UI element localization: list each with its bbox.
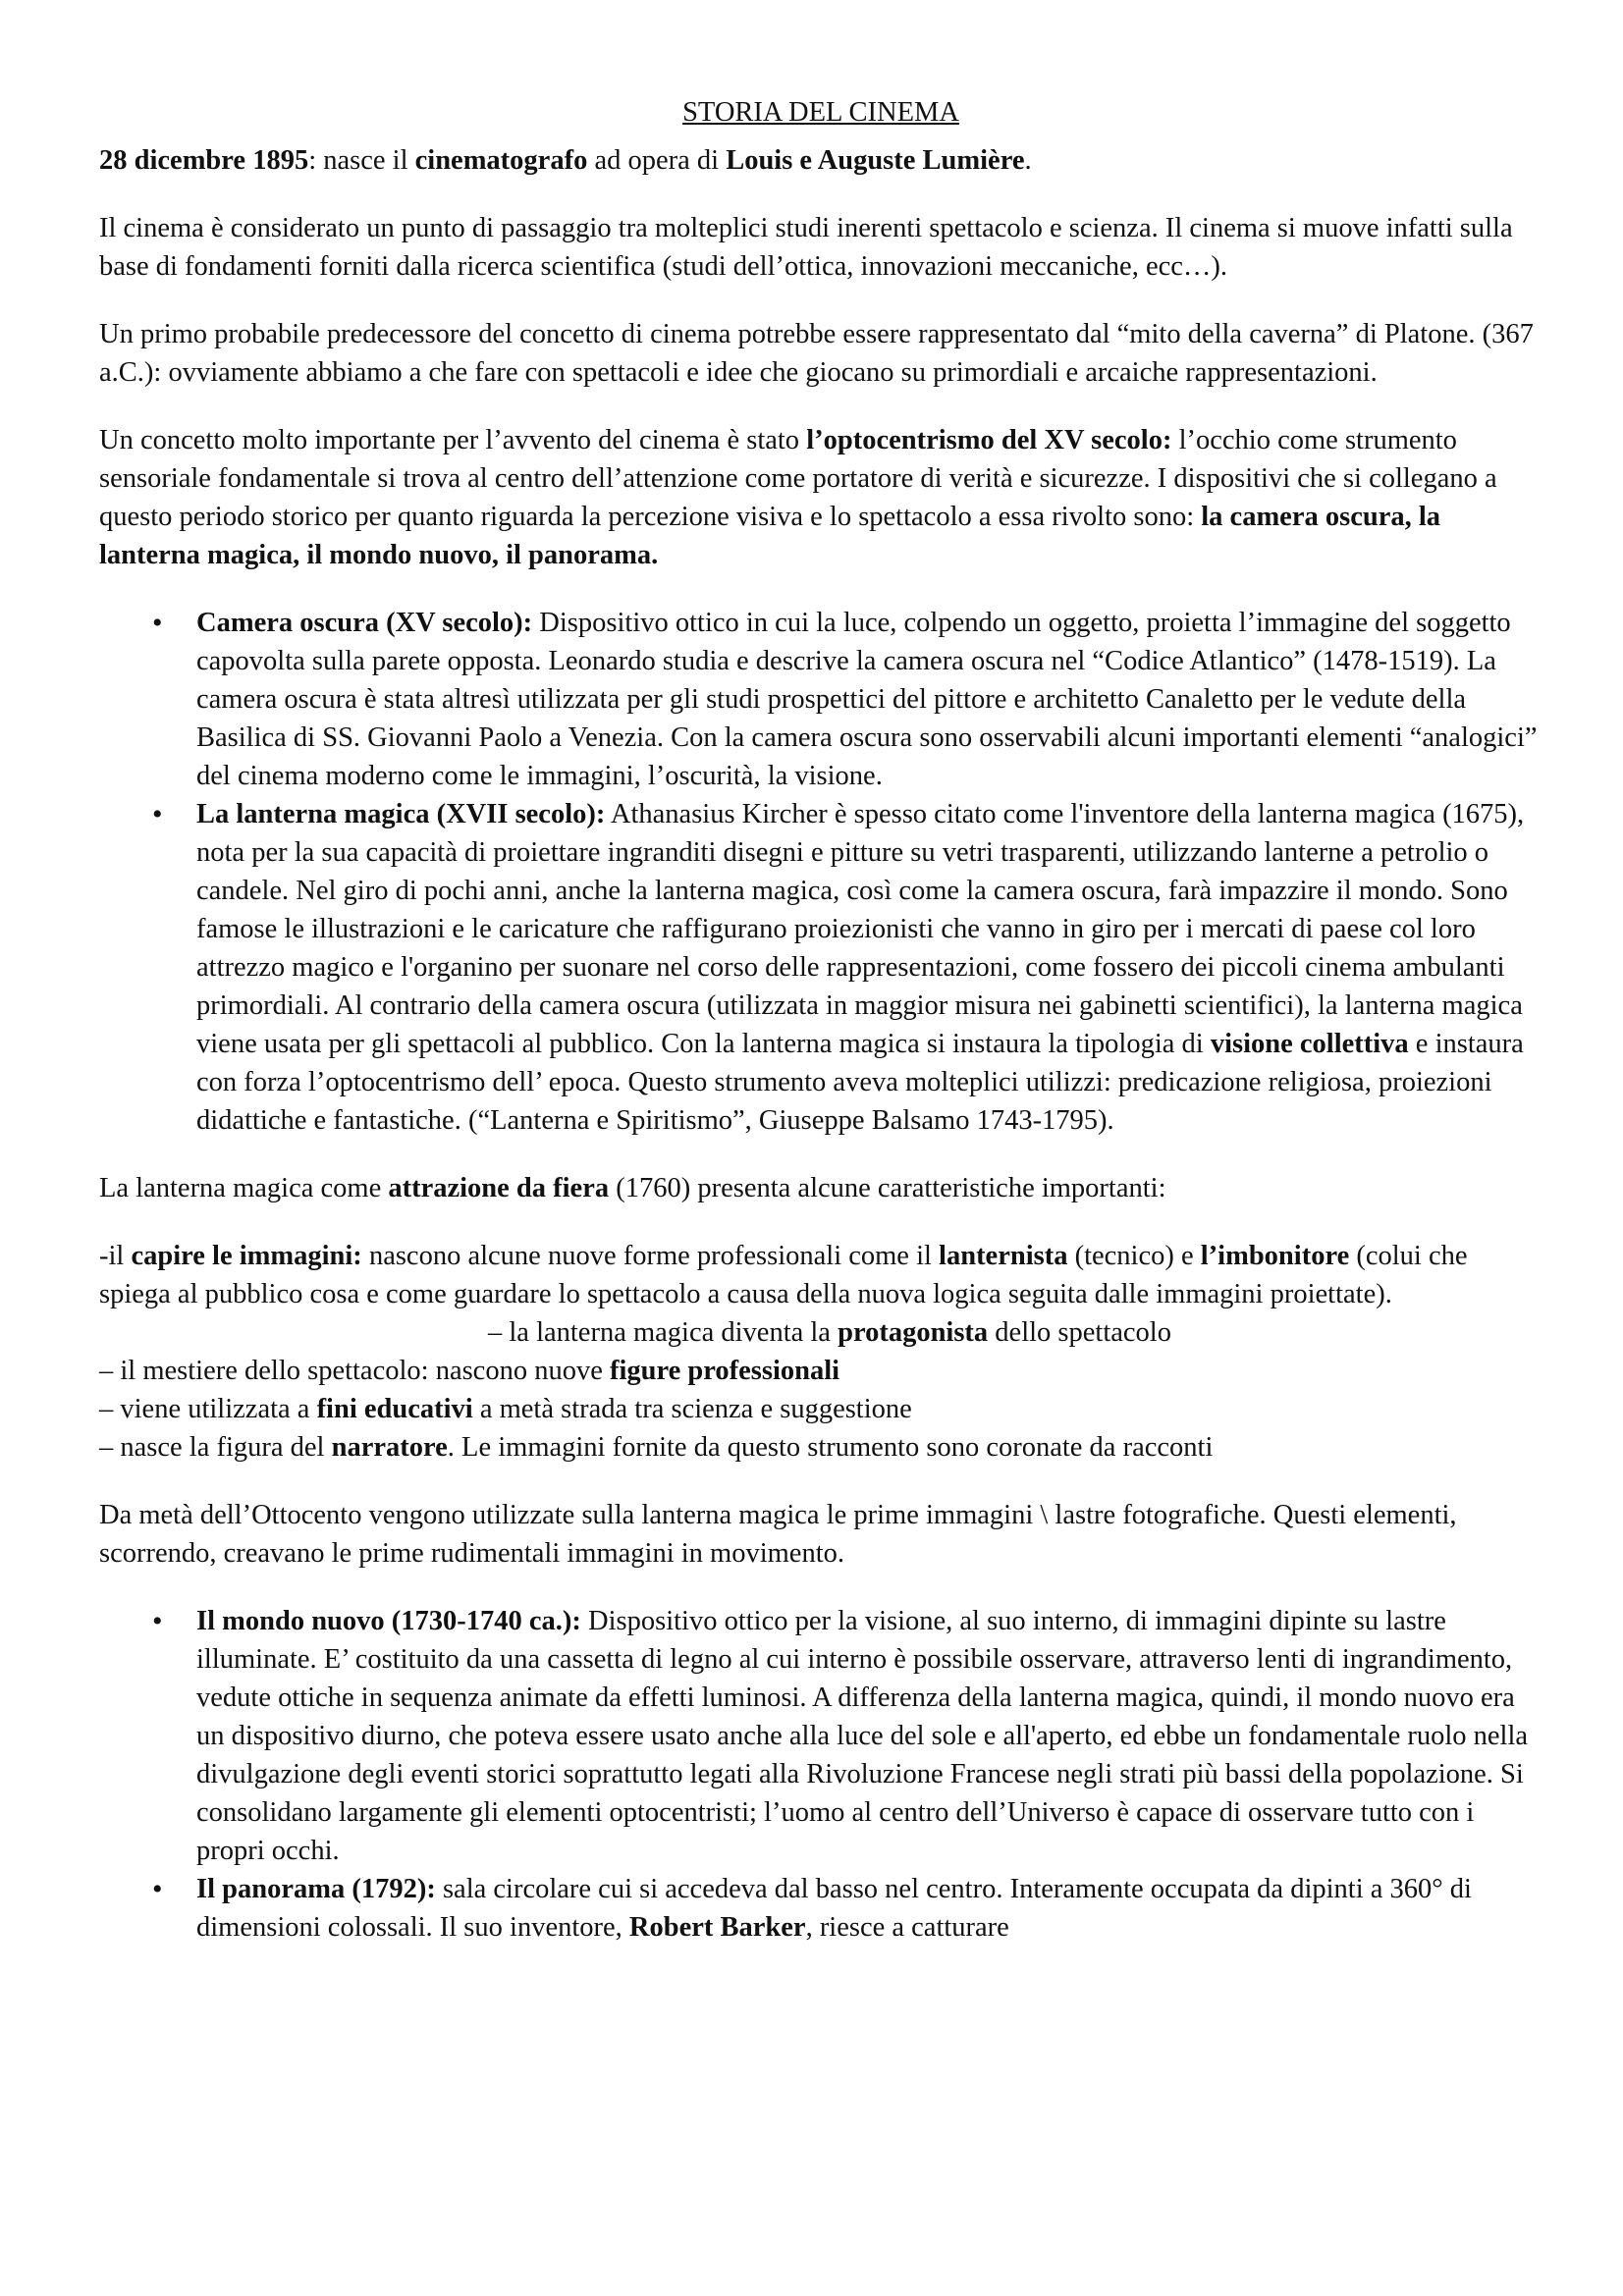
- features-list: [99, 1237, 1542, 1467]
- text-span: – il mestiere dello spettacolo: nascono nuove: [99, 1356, 610, 1386]
- list-item: [99, 795, 1542, 1140]
- date-bold: 28 dicembre 1895: [99, 145, 309, 176]
- text-span: – nasce la figura del: [99, 1432, 332, 1463]
- feature-line: [99, 1237, 1542, 1352]
- text-span: – viene utilizzata a: [99, 1394, 317, 1424]
- bullet-heading: Il mondo nuovo (1730-1740 ca.):: [196, 1606, 581, 1636]
- bullet-heading: La lanterna magica (XVII secolo):: [196, 799, 606, 829]
- bullet-text: e instaura con forza l’optocentrismo dell’ epoca. Questo strumento aveva molteplici utilizzi: predicazione religiosa, proiezioni didattiche e fantastiche. (“Lanterna e Spiritismo”, Giuseppe Balsamo 1743-1795).: [196, 1029, 1524, 1136]
- bold-term: protagonista: [838, 1317, 989, 1348]
- text-span: a metà strada tra scienza e suggestione: [472, 1394, 912, 1424]
- text-span: l’occhio come strumento sensoriale fondamentale si trova al centro dell’attenzione come portatore di verità e sicurezze. I dispositivi che si collegano a questo periodo storico per quanto riguarda la percezione visiva e lo spettacolo a essa rivolto sono:: [99, 425, 1497, 532]
- bold-term: cinematografo: [414, 145, 588, 176]
- text-span: ad opera di: [587, 145, 727, 176]
- document-page: [99, 93, 1542, 1976]
- bold-term: l’optocentrismo del XV secolo:: [806, 425, 1172, 455]
- text-span: (tecnico) e: [1067, 1241, 1201, 1271]
- list-item: [99, 1602, 1542, 1870]
- bold-term: fini educativi: [316, 1394, 473, 1424]
- text-span: : nasce il: [308, 145, 415, 176]
- device-list-2: [99, 1602, 1542, 1947]
- bullet-heading: Camera oscura (XV secolo):: [196, 608, 533, 638]
- bold-term: l’imbonitore: [1200, 1241, 1350, 1271]
- text-span: (1760) presenta alcune caratteristiche importanti:: [609, 1173, 1166, 1203]
- text-span: – la lanterna magica diventa la: [488, 1317, 839, 1348]
- feature-line: [99, 1390, 1542, 1428]
- text-span: (colui che spiega al pubblico cosa e come guardare lo spettacolo a causa della nuova logica seguita dalle immagini proiettate).: [99, 1241, 1468, 1309]
- bold-term: narratore: [331, 1432, 448, 1463]
- feature-line: [99, 1352, 1542, 1390]
- text-span: .: [1024, 145, 1032, 176]
- paragraph-5: Da metà dell’Ottocento vengono utilizzate sulla lanterna magica le prime immagini \ lastre fotografiche. Questi elementi, scorrendo, creavano le prime rudimentali immagini in movimento.: [99, 1500, 1457, 1569]
- text-span: La lanterna magica come: [99, 1173, 389, 1203]
- bold-term: la camera oscura, la lanterna magica, il mondo nuovo, il panorama.: [99, 502, 1441, 570]
- intro-paragraph: [99, 141, 1542, 180]
- list-item: [99, 1870, 1542, 1947]
- bold-term: Robert Barker: [628, 1912, 806, 1943]
- feature-line: [99, 1428, 1542, 1467]
- bullet-text: , riesce a catturare: [805, 1912, 1009, 1943]
- paragraph-1: Il cinema è considerato un punto di passaggio tra molteplici studi inerenti spettacolo e scienza. Il cinema si muove infatti sulla base di fondamenti forniti dalla ricerca scientifica (studi dell’ottica, innovazioni meccaniche, ecc…).: [99, 213, 1513, 282]
- list-item: [99, 604, 1542, 795]
- text-span: . Le immagini fornite da questo strumento sono coronate da racconti: [447, 1432, 1214, 1463]
- text-span: dello spettacolo: [988, 1317, 1171, 1348]
- bullet-text: Dispositivo ottico in cui la luce, colpendo un oggetto, proietta l’immagine del soggetto capovolta sulla parete opposta. Leonardo studia e descrive la camera oscura nel “Codice Atlantico” (1478-1519). La camera oscura è stata altresì utilizzata per gli studi prospettici del pittore e architetto Canaletto per le vedute della Basilica di SS. Giovanni Paolo a Venezia. Con la camera oscura sono osservabili alcuni importanti elementi “analogici” del cinema moderno come le immagini, l’oscurità, la visione.: [196, 608, 1538, 791]
- text-span: Un concetto molto importante per l’avvento del cinema è stato: [99, 425, 807, 455]
- bold-term: figure professionali: [610, 1356, 840, 1386]
- device-list-1: [99, 604, 1542, 1140]
- bullet-heading: Il panorama (1792):: [196, 1874, 436, 1904]
- bold-term: visione collettiva: [1210, 1029, 1409, 1059]
- bullet-text: sala circolare cui si accedeva dal basso nel centro. Interamente occupata da dipinti a 360° di dimensioni colossali. Il suo inventore,: [196, 1874, 1472, 1943]
- paragraph-4: [99, 1169, 1542, 1207]
- bold-term: Louis e Auguste Lumière: [726, 145, 1025, 176]
- paragraph-2: Un primo probabile predecessore del concetto di cinema potrebbe essere rappresentato dal “mito della caverna” di Platone. (367 a.C.): ovviamente abbiamo a che fare con spettacoli e idee che giocano su primordiali e arcaiche rappresentazioni.: [99, 319, 1534, 388]
- paragraph-3: [99, 421, 1542, 574]
- bullet-text: Athanasius Kircher è spesso citato come l'inventore della lanterna magica (1675), nota per la sua capacità di proiettare ingranditi disegni e pitture su vetri trasparenti, utilizzando lanterne a petrolio o candele. Nel giro di pochi anni, anche la lanterna magica, così come la camera oscura, farà impazzire il mondo. Sono famose le illustrazioni e le caricature che raffigurano proiezionisti che vanno in giro per i mercati di paese col loro attrezzo magico e l'organino per suonare nel corso delle rappresentazioni, come fossero dei piccoli cinema ambulanti primordiali. Al contrario della camera oscura (utilizzata in maggior misura nei gabinetti scientifici), la lanterna magica viene usata per gli spettacoli al pubblico. Con la lanterna magica si instaura la tipologia di: [196, 799, 1525, 1059]
- bullet-text: Dispositivo ottico per la visione, al suo interno, di immagini dipinte su lastre illuminate. E’ costituito da una cassetta di legno al cui interno è possibile osservare, attraverso lenti di ingrandimento, vedute ottiche in sequenza animate da effetti luminosi. A differenza della lanterna magica, quindi, il mondo nuovo era un dispositivo diurno, che poteva essere usato anche alla luce del sole e all'aperto, ed ebbe un fondamentale ruolo nella divulgazione degli eventi storici soprattutto legati alla Rivoluzione Francese negli strati più bassi della popolazione. Si consolidano largamente gli elementi optocentristi; l’uomo al centro dell’Universo è capace di osservare tutto con i propri occhi.: [196, 1606, 1529, 1866]
- text-span: nascono alcune nuove forme professionali come il: [361, 1241, 940, 1271]
- bold-term: lanternista: [939, 1241, 1068, 1271]
- text-span: -il: [99, 1241, 132, 1271]
- bold-term: attrazione da fiera: [388, 1173, 610, 1203]
- bold-term: capire le immagini:: [131, 1241, 362, 1271]
- page-title: STORIA DEL CINEMA: [682, 97, 959, 128]
